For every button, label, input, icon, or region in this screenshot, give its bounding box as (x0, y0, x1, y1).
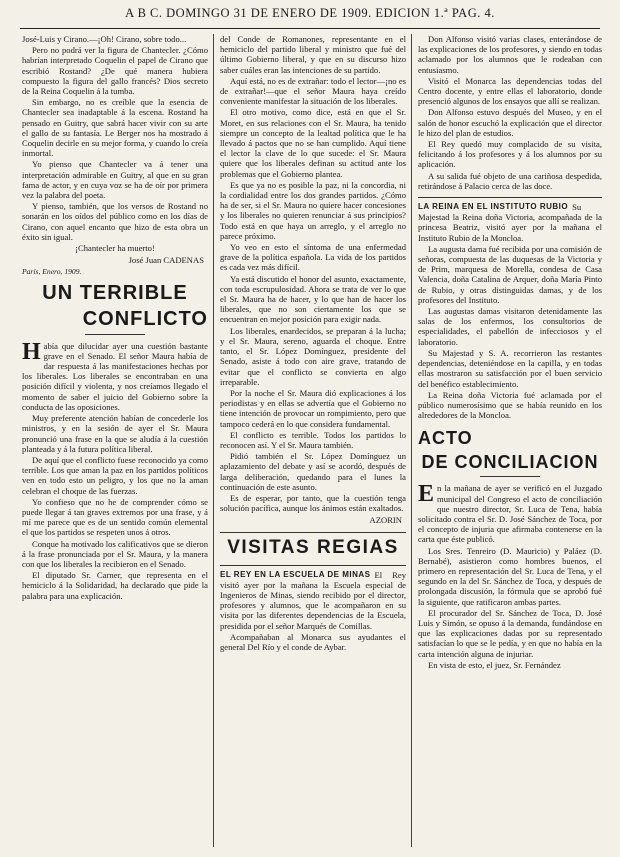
subheading: LA REINA EN EL INSTITUTO RUBIO (418, 202, 569, 212)
author-signature: AZORIN (369, 515, 402, 526)
article-lead (418, 483, 602, 544)
paragraph: El diputado Sr. Carner, que representa en el hemiciclo á la Solidaridad, ha declarado que pide la palabra para una explicación. (22, 570, 208, 601)
paragraph: Sin embargo, no es creíble que la esencia de Chantecler sea inadaptable á la escena. Rostand ha pensado en Guitry, que sabrá hacer vivir con su arte el gallo de su fantasía. Le Berger nos ha mostrado á Coquelin decirle en su mejor forma, y cuando lo creía inmortal. (22, 97, 208, 159)
paragraph: El Rey quedó muy complacido de su visita, felicitando á los profesores y á los alumnos por su aplicación. (418, 139, 602, 170)
paragraph: Los liberales, enardecidos, se preparan á la lucha; y el Sr. Maura, sereno, aguarda el choque. Entre tanto, el Sr. López Domínguez, presidente del Senado, asiste á todo con aire grave, tratando de evitar que el conflicto se convierta en algo irreparable. (220, 325, 406, 387)
column-rule-left (213, 34, 214, 847)
paragraph: Acompañaban al Monarca sus ayudantes el general Del Río y el conde de Aybar. (220, 631, 406, 652)
paragraph: Muy preferente atención habían de concederle los ministros, y en la sesión de ayer el Sr. Maura pronunció una frase en la que se aludía á la cuestión planteada y á la futura política liberal. (22, 413, 208, 454)
dateline: París, Enero, 1909. (22, 267, 82, 277)
subheading: EL REY EN LA ESCUELA DE MINAS (220, 569, 371, 579)
paragraph: Y pienso, también, que los versos de Rostand no sonarán en los oídos del público como en los días de Cirano, con aquel encanto que hizo de esta obra un éxito sin igual. (22, 201, 208, 242)
paragraph: El conflicto es terrible. Todos los partidos lo reconocen así. Y el Sr. Maura también. (220, 429, 406, 450)
paragraph: Conque ha motivado los calificativos que se dieron á la frase pronunciada por el Sr. Maura, y la manera con que los liberales la recibieron en el Senado. (22, 538, 208, 569)
lead-text: El Rey visitó ayer por la mañana la Escuela especial de Ingenieros de Minas, siendo recibido por el director, profesores y alumnos, que le acompañaron en su visita por las diferentes dependencias de la Escuela, presidida por el señor Marqués de Comillas. (220, 569, 406, 631)
paragraph: La augusta dama fué recibida por una comisión de señoras, compuesta de las duquesas de la Victoria y de Prim, marquesa de Morella, condesa de Casa Valencia, doña Catalina de Arquer, doña María Pinto de Rubio, y otras distinguidas damas, y de los profesores del Instituto. (418, 243, 602, 305)
paragraph: La Reina doña Victoria fué aclamada por el público numerosísimo que se había reunido en los alrededores de la Moncloa. (418, 389, 602, 421)
paragraph: A su salida fué objeto de una cariñosa despedida, retirándose á Palacio cerca de las doce. (418, 170, 602, 191)
paragraph: Las augustas damas visitaron detenidamente las salas de los enfermos, los consultorios de especialidades, el pabellón de infecciosos y el laboratorio. (418, 306, 602, 347)
paragraph: Ya está discutido el honor del asunto, exactamente, con toda escrupulosidad. Ahora se trata de ver lo que el Sr. Maura ha de hacer, y lo que han de hacer los liberales, que no son ciertamente los que se encuentran en mejor posición para exigir nada. (220, 273, 406, 325)
paragraph: Visitó el Monarca las dependencias todas del Centro docente, y entre ellas el laboratorio, donde presenció algunos de los ensayos que allí se realizan. (418, 75, 602, 107)
column-right (418, 34, 602, 847)
lead-text: abía que dilucidar ayer una cuestión bastante grave en el Senado. El señor Maura había de dar respuesta á las manifestaciones hechas por los liberales. Los liberales se encontraban en una posición difícil y violenta, y nos creíamos llegado el momento de saber el juicio del Gobierno sobre la conducta de las oposiciones. (22, 340, 208, 412)
masthead (20, 6, 600, 29)
divider (85, 334, 145, 335)
headline-terrible: UN TERRIBLE (42, 281, 188, 304)
paragraph: del Conde de Romanones, representante en el hemiciclo del partido liberal y ministro que fué del último Gobierno liberal, y que en su discurso hizo saber cuáles eran las intenciones de su partido. (220, 34, 406, 75)
lead-text: n la mañana de ayer se verificó en el Juzgado municipal del Congreso el acto de conciliación que nuestro director, Sr. Luca de Tena, había solicitado contra el Sr. D. José Sánchez de Toca, por el concepto de injuria que afirmaba contenerse en la carta que éste publicó. (418, 483, 602, 545)
paragraph: Yo pienso que Chantecler va á tener una interpretación admirable en Guitry, al que en su gran fama de actor, y en cuya voz se ha de oír por primera vez la palabra del poeta. (22, 159, 208, 201)
paragraph: Aquí está, no es de extrañar: todo el lector—¡no es de extrañar!—que el señor Maura haya creído conveniente manifestar la situación de los liberales. (220, 75, 406, 107)
page-header-title: A B C. DOMINGO 31 DE ENERO DE 1909. EDICION 1.ª PAG. 4. (125, 6, 495, 20)
drop-cap: E (418, 481, 435, 508)
divider (480, 476, 540, 477)
paragraph: Yo veo en esto el síntoma de una enfermedad grave de la política española. La vida de los partidos es cada vez más difícil. (220, 242, 406, 273)
headline-conciliacion: DE CONCILIACION (421, 452, 599, 473)
paragraph: Yo confieso que no he de comprender cómo se puede llegar á tan graves extremos por una frase, y á mí me parece que es de un sentido común elemental el que los partidos se respeten unos á otros. (22, 496, 208, 538)
column-left (22, 34, 208, 847)
author-signature: José Juan CADENAS (128, 255, 204, 266)
lead-text: Su Majestad la Reina doña Victoria, acompañada de la princesa Beatriz, visitó ayer por la mañana el Instituto Rubio de la Moncloa. (418, 202, 602, 243)
paragraph: Es que ya no es posible la paz, ni la concordia, ni la cordialidad entre los dos grandes partidos. ¿Cómo ha de ser, si el Sr. Maura no quiere hacer concesiones y los liberales no quieren renunciar á sus principios? Todo está en que haya un arreglo, y el arreglo no parece próximo. (220, 179, 406, 241)
divider (220, 565, 406, 566)
divider (220, 532, 406, 533)
paragraph: Su Majestad y S. A. recorrieron las restantes dependencias, deteniéndose en la capilla, y en todas ellas mostraron su satisfacción por el buen servicio del benéfico establecimiento. (418, 347, 602, 389)
column-middle (220, 34, 406, 847)
article-lead (22, 338, 208, 412)
paragraph: Don Alfonso estuvo después del Museo, y en el salón de honor escuchó la explicación que el director le hizo del plan de estudios. (418, 107, 602, 138)
paragraph: En vista de esto, el juez, Sr. Fernández (428, 659, 561, 670)
article-lead (220, 570, 406, 631)
headline-visitas-regias: VISITAS REGIAS (227, 536, 399, 558)
article-lead (418, 202, 602, 243)
paragraph: De aquí que el conflicto fuese reconocido ya como terrible. Los que aman la paz en los partidos políticos ven en todo esto un peligro, y los que no la aman celebran el choque de las fuerzas. (22, 454, 208, 496)
headline-acto: ACTO (418, 428, 473, 449)
paragraph: Es de esperar, por tanto, que la cuestión tenga solución pacífica, aunque los ánimos están exaltados. (220, 492, 406, 514)
paragraph: Por la noche el Sr. Maura dió explicaciones á los periodistas y en ellas se advertía que el Gobierno no tiene intención de provocar un rompimiento, pero que tampoco cederá en lo que considera fundamental. (220, 387, 406, 429)
divider (418, 197, 602, 198)
paragraph: El otro motivo, como dice, está en que el Sr. Moret, en sus relaciones con el Sr. Maura, ha tenido siempre un concepto de la lealtad política que le ha llevado á pactos que no se han cumplido. Aquí tiene el lector la clave de lo que sucede: el Sr. Maura quiere que los liberales definan su actitud ante los problemas que el Gobierno plantea. (220, 107, 406, 179)
headline-conflicto: CONFLICTO (82, 307, 208, 330)
paragraph: El procurador del Sr. Sánchez de Toca, D. José Luis y Simón, se opuso á la demanda, fundándose en que las explicaciones dadas por su representado satisfacían lo que se le pedía, y en que no había en la carta intención alguna de injuriar. (418, 607, 602, 659)
drop-cap: H (22, 338, 41, 365)
column-rule-right (411, 34, 412, 847)
paragraph: Pero no podrá ver la figura de Chantecler. ¿Cómo habrían interpretado Coquelin el papel de Cirano que escribió Rostand? ¿De qué manera hubiera compuesto la figura del gallo francés? Dios secreto de la Reina Coquelin á la tumba. (22, 45, 208, 97)
article-continuation: José-Luis y Cirano.—¡Oh! Cirano, sobre todo... (22, 34, 187, 44)
paragraph: Los Sres. Tenreiro (D. Mauricio) y Paláez (D. Bernabé), asistieron como hombres buenos, el primero en representación del Sr. Luca de Tena, y el segundo en la del Sr. Sánchez de Toca, y después de prolongada discusión, la fórmula que se aprobó fué la siguiente, que ratificaron ambas partes. (418, 545, 602, 607)
closing-line: ¡Chantecler ha muerto! (75, 243, 155, 254)
paragraph: Don Alfonso visitó varias clases, enterándose de las explicaciones de los profesores, y siendo en todas aclamado por los alumnos que le rodeaban con entusiasmo. (418, 34, 602, 75)
paragraph: Pidió también el Sr. López Domínguez un aplazamiento del debate y así se acordó, después de larga deliberación, quedando para el lunes la continuación de este asunto. (220, 451, 406, 492)
